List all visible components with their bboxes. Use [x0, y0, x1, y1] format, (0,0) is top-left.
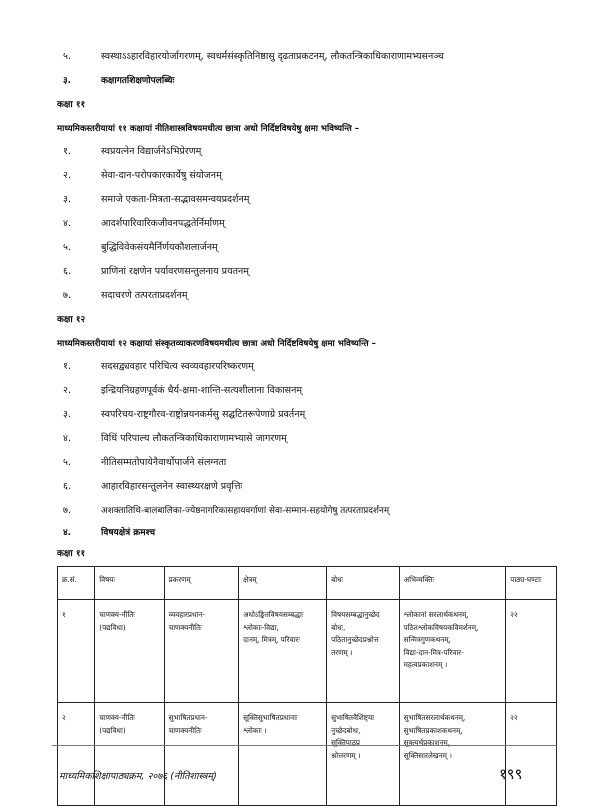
cell-line: नुच्छेदबोधः,	[331, 725, 361, 735]
cell-line: अधोऽङ्कितविषयसम्बद्धाः	[243, 610, 304, 619]
cell-line: दानम्, मित्रम्, परिवारः	[243, 635, 300, 644]
section-number: ४.	[63, 528, 72, 538]
cell-line: चाणक्य-नीतिः	[99, 610, 135, 619]
item-text: स्वस्थाऽऽहारविहारयोर्जागरणम्, स्वधर्मसंस्कृतिनिष्ठासु दृढताप्रकटनम्, लौकतन्त्रिकाधिकाराणामभ्यसनञ्च	[101, 51, 444, 62]
item-number: ४.	[63, 218, 71, 229]
cell-line: (पद्यविधा)	[99, 725, 126, 735]
table-row	[58, 600, 557, 703]
cell-topic	[164, 703, 239, 806]
cell-line: सुभाषितप्रकाशकथनम्,	[403, 725, 463, 735]
item-number: ५.	[63, 51, 71, 62]
item-text: सेवा-दान-परोपकारकार्येषु संयोजनम्	[101, 170, 222, 181]
item-text: इन्द्रियनिग्रहणपूर्वकं धैर्य-क्षमा-शान्ति-सत्यशीलाना विकासनम्	[101, 385, 303, 396]
class-label: कक्षा १२	[57, 315, 86, 325]
cell-line: पठितश्लोकविषयकविमर्शनम्,	[403, 622, 479, 632]
class-label: कक्षा ११	[57, 100, 86, 110]
item-text: सदाचरणे तत्परताप्रदर्शनम्	[101, 290, 188, 301]
item-number: ५.	[63, 242, 71, 253]
cell-line: श्लोकाः-विद्या,	[243, 622, 279, 632]
item-text: स्वपरिचय-राष्ट्रगौरव-राष्ट्रोन्नयनकर्मसु सद्घटितरूपेणाग्रे प्रवर्तनम्	[101, 409, 306, 420]
footer-divider	[52, 745, 557, 746]
header-area: क्षेत्रम्	[239, 567, 327, 600]
cell-hours: २२	[506, 600, 557, 703]
item-text: नीतिसम्मतोपायेनैवार्थोपार्जने संलग्नता	[101, 457, 227, 468]
cell-comprehension	[327, 703, 399, 806]
item-text: अशक्तातिथि-बालबालिका-ज्येष्ठनागरिकासहायवर्गाणां सेवा-सम्मान-सहयोगेषु तत्परताप्रदर्शनम्	[101, 506, 390, 516]
item-number: २.	[63, 170, 71, 181]
item-number: ५.	[63, 457, 71, 468]
item-text: आहारविहारसन्तुलनेन स्वास्थ्यरक्षणे प्रवृत्तिः	[101, 481, 243, 492]
cell-line: महत्वप्रकाशनम् ।	[403, 660, 448, 669]
cell-hours: २२	[506, 703, 557, 806]
item-number: ४.	[63, 433, 71, 444]
cell-line: विषयसम्बद्धानुच्छेद	[331, 610, 380, 619]
cell-line: सूक्तिपाठप्र	[331, 738, 361, 747]
cell-line: पठितानुच्छेदप्रश्नोत्त	[331, 635, 379, 644]
cell-line: सुभाषितसरलार्थकथनम्,	[403, 713, 466, 722]
item-text: समाजे एकता-मित्रता-सद्भावसमन्वयप्रदर्शनम्	[101, 194, 250, 205]
cell-area	[239, 600, 327, 703]
header-serial: क्र.सं.	[58, 567, 95, 600]
class-intro: माध्यमिकस्तरीयायां १२ कक्षायां संस्कृतव्याकरणविषयमधीत्य छात्रा अधो निर्दिष्टविषयेषु क्षमा भविष्यन्ति –	[57, 339, 376, 349]
cell-line: चाणक्यनीतिः	[168, 725, 202, 735]
cell-line: विद्या-दान-मित्र-परिवार-	[403, 647, 464, 657]
header-subject: विषयः	[95, 567, 164, 600]
cell-line: बोधः,	[331, 622, 346, 632]
item-text: प्राणिनां रक्षणेन पर्यावरणसन्तुलनाय प्रयतनम्	[101, 266, 249, 277]
header-topic: प्रकरणम्	[164, 567, 239, 600]
item-text: बुद्धिविवेकसंयमैर्निर्णयकौशलार्जनम्	[101, 242, 218, 253]
cell-line: सूक्तिसारलेखनम् ।	[403, 750, 452, 760]
table-header-row	[58, 567, 557, 600]
cell-line: सूक्त्यर्थप्रकाशनम्,	[403, 738, 451, 747]
item-number: ७.	[63, 290, 71, 301]
table-row	[58, 703, 557, 806]
cell-line: व्यवहारप्रधान-	[168, 610, 205, 619]
item-text: सदसद्व्यवहार परिचित्य स्वव्यवहारपरिष्करणम्	[101, 361, 254, 372]
cell-comprehension	[327, 600, 399, 703]
section-number: ३.	[63, 76, 72, 86]
item-number: ३.	[63, 194, 71, 205]
cell-line: सुभाषितवैशिष्ट्या	[331, 713, 375, 722]
item-number: ६.	[63, 481, 71, 492]
item-number: ७.	[63, 505, 71, 516]
cell-line: सुभाषितप्रधान-	[168, 713, 208, 722]
item-number: ६.	[63, 266, 71, 277]
item-text: आदर्शपारिवारिकजीवनपद्धतेर्निर्माणम्	[101, 218, 225, 229]
table-caption: कक्षा ११	[57, 549, 86, 559]
cell-expression	[399, 703, 506, 806]
cell-line: चाणक्य-नीतिः	[99, 713, 135, 722]
cell-line: श्नोत्तरणम् ।	[331, 750, 361, 760]
class-intro: माध्यमिकस्तरीयायां ११ कक्षायां नीतिशास्त्रविषयमधीत्य छात्रा अधो निर्दिष्टविषयेषु क्षमा भविष्यन्ति –	[57, 124, 360, 134]
cell-topic	[164, 600, 239, 703]
cell-line: सूक्तिसुभाषितप्रधानाः	[243, 713, 298, 722]
cell-expression	[399, 600, 506, 703]
header-comprehension: बोधः	[327, 567, 399, 600]
cell-serial: २	[58, 703, 95, 806]
cell-line: श्लोकाः ।	[243, 725, 267, 735]
cell-line: श्लोकानां सरलार्थकथनम्,	[403, 610, 469, 619]
section-title: कक्षागतशिक्षणोपलब्धिः	[101, 76, 175, 86]
cell-line: तरणम् ।	[331, 647, 353, 657]
cell-area	[239, 703, 327, 806]
cell-line: सन्मित्रगुणकथनम्,	[403, 635, 451, 644]
item-number: १.	[63, 146, 71, 157]
item-text: विधिं परिपाल्य लौकतन्त्रिकाधिकाराणामभ्यासे जागरणम्	[101, 433, 287, 444]
item-number: ३.	[63, 409, 71, 420]
cell-subject	[95, 703, 164, 806]
header-hours: पाठ्य-घण्टाः	[506, 567, 557, 600]
section-title: विषयक्षेत्रं क्रमश्च	[101, 528, 156, 538]
header-expression: अभिव्यक्तिः	[399, 567, 506, 600]
cell-line: (पद्यविधा)	[99, 622, 126, 632]
cell-line: चाणक्यनीतिः	[168, 622, 202, 632]
item-text: स्वप्रयत्नेन विद्यार्जनेऽभिप्रेरणम्	[101, 146, 202, 157]
footer-title: माध्यमिकशिक्षापाठ्यक्रम, २०७६ (नीतिशास्त्रम्)	[59, 771, 217, 782]
page-number: १९९	[499, 765, 523, 783]
cell-subject	[95, 600, 164, 703]
cell-serial: १	[58, 600, 95, 703]
item-number: २.	[63, 385, 71, 396]
item-number: १.	[63, 361, 71, 372]
